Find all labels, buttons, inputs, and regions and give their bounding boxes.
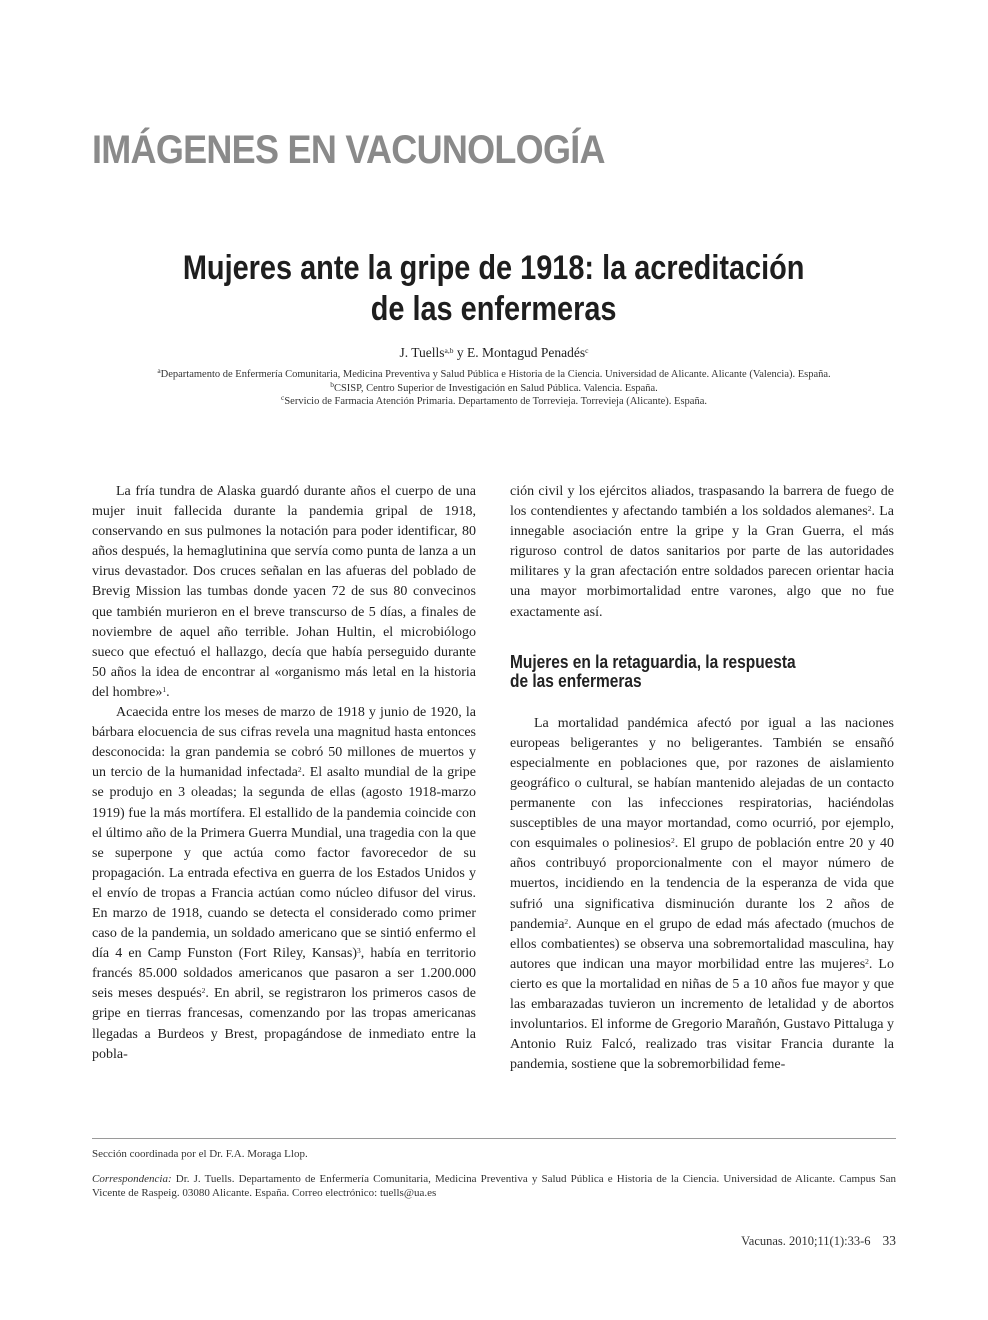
affiliation-a-text: Departamento de Enfermería Comunitaria, Medicina Preventiva y Salud Pública e Historia de la Ciencia. Universidad de Alicante. Alicante (Valencia). España. — [160, 369, 831, 380]
journal-citation: Vacunas. 2010;11(1):33-6 — [741, 1234, 871, 1248]
author-2: E. Montagud Penadés — [467, 345, 586, 360]
paragraph-1-end: . — [166, 684, 170, 700]
citation-ref: 2 — [867, 504, 872, 514]
affiliations — [92, 368, 896, 409]
paragraph-2-text-d: . En abril, se registraron los primeros casos de gripe en tierras francesas, comenzando por las tropas americanas llegadas a Burdeos y Brest, propagándose de inmediato entre la pobla — [92, 986, 476, 1062]
article-title-line-2: de las enfermeras — [371, 290, 617, 328]
article-title-line-1: Mujeres ante la gripe de 1918: la acreditación — [183, 249, 805, 287]
citation-ref: 2 — [564, 916, 569, 926]
article-title — [92, 248, 896, 330]
correspondence-note — [92, 1172, 896, 1200]
citation-ref: 2 — [865, 956, 869, 966]
authors — [92, 344, 896, 362]
paragraph-4-text-d: . Lo cierto es que la mortalidad en niñas de 5 a 10 años fue mayor y que las embarazadas tuvieron un incremento de letalidad y de abortos involuntarios. El informe de Gregorio Marañón, Gustavo Pittaluga y Antonio Ruiz Falcó, realizado tras visitar Francia durante la pandemia, sostiene que la sobremorbilidad feme — [510, 956, 894, 1073]
affiliation-b-text: CSISP, Centro Superior de Investigación en Salud Pública. Valencia. España. — [333, 382, 658, 394]
affiliation-c-text: Servicio de Farmacia Atención Primaria. Departamento de Torrevieja. Torrevieja (Alicante). España. — [284, 396, 707, 407]
coordination-note: Sección coordinada por el Dr. F.A. Moraga Llop. — [92, 1148, 308, 1160]
affiliation-c — [92, 395, 896, 409]
citation-ref: 2 — [201, 986, 206, 996]
correspondence-text: Dr. J. Tuells. Departamento de Enfermería Comunitaria, Medicina Preventiva y Salud Pública e Historia de la Ciencia. Universidad de Alicante. Campus San Vicente de Raspeig. 03080 Alicante. España. Correo electrónico: tuells@ua.es — [92, 1173, 896, 1199]
affiliation-b — [92, 379, 896, 396]
paragraph-3 — [510, 482, 894, 623]
paragraph-2-text-c: , había en territorio francés 85.000 soldados americanos que pasaron a ser 1.200.000 seis meses después — [92, 946, 476, 1002]
affiliation-c-mark: c — [281, 393, 285, 402]
citation-ref: 3 — [356, 946, 361, 956]
footnote-divider — [92, 1138, 896, 1139]
body-column-left — [92, 482, 476, 1065]
citation-ref: 1 — [162, 684, 167, 694]
paragraph-4-text-a: La mortalidad pandémica afectó por igual a las naciones europeas beligerantes y no beligerantes. También se ensañó especialmente en poblaciones que, por razones de aislamiento geográfico o cultural, se habían mantenido alejadas de un contacto permanente con las infecciones respiratorias, haciéndolas susceptibles de una mayor mortandad, como ocurrió, por ejemplo, con esquimales o polinesios — [510, 715, 894, 852]
page-footer — [741, 1233, 896, 1249]
correspondence-label: Correspondencia: — [92, 1173, 172, 1185]
section-heading-line-1: Mujeres en la retaguardia, la respuesta — [510, 651, 796, 672]
paragraph-4-text-c: . Aunque en el grupo de edad más afectado (muchos de ellos combatientes) se observa una sobremortalidad masculina, hay autores que indican una mayor morbilidad entre las mujeres — [510, 916, 894, 972]
paragraph-2-text-a: Acaecida entre los meses de marzo de 1918 y junio de 1920, la bárbara elocuencia de sus cifras revela una magnitud hasta entonces desconocida: la gran pandemia se cobró 50 millones de muertos y un tercio de la humanidad infectada — [92, 705, 476, 781]
affiliation-b-mark: b — [330, 379, 334, 389]
body-column-right — [510, 482, 894, 1075]
paragraph-4: La mortalidad pandémica afectó por igual a las naciones europeas beligerantes y no beligerantes. También se ensañó especialmente en poblaciones que, por razones de aislamiento geográfico o cultural, se habían mantenido alejadas de un contacto permanente con las infecciones respiratorias, haciéndolas susceptibles de una mayor mortandad, como ocurrió, por ejemplo, con esquimales o polinesios$^2$. El grupo de población entre 20 y 40 años contribuyó proporcionalmente con el mayor número de muertos, incidiendo en la tendencia de la esperanza de vida que sufrió una significativa disminución durante los 2 años de pandemia$^2$. Aunque en el grupo de edad más afectado (muchos de ellos combatientes) se observa una sobremortalidad masculina, hay autores que indican una mayor morbilidad entre las mujeres$^2$. Lo cierto es que la mortalidad en niñas de 5 a 10 años fue mayor y que las embarazadas tuvieron un incremento de letalidad y de abortos involuntarios. El informe de Gregorio Marañón, Gustavo Pittaluga y Antonio Ruiz Falcó, realizado tras visitar Francia durante la pandemia, sostiene que la sobremorbilidad feme- — [510, 715, 894, 1073]
affiliation-a-mark: a — [157, 366, 161, 375]
section-heading-line-2: de las enfermeras — [510, 670, 642, 691]
paragraph-2: Acaecida entre los meses de marzo de 1918 y junio de 1920, la bárbara elocuencia de sus cifras revela una magnitud hasta entonces desconocida: la gran pandemia se cobró 50 millones de muertos y un tercio de la humanidad infectada$^2$. El asalto mundial de la gripe se produjo en 3 oleadas; la segunda de ellas (agosto 1918-marzo 1919) fue la más mortífera. El estallido de la pandemia coincide con el último año de la Primera Guerra Mundial, una tragedia con la que se superpone y que actúa como factor favorecedor de su propagación. La entrada efectiva en guerra de los Estados Unidos y el envío de tropas a Francia actúan como núcleo difusor del virus. En marzo de 1918, cuando se detecta el considerado como primer caso de la pandemia, un soldado americano que se sintió enfermo el día 4 en Camp Funston (Fort Riley, Kansas)$^3$, había en territorio francés 85.000 soldados americanos que pasaron a ser 1.200.000 seis meses después$^2$. En abril, se registraron los primeros casos de gripe en tierras francesas, comenzando por las tropas americanas llegadas a Burdeos y Brest, propagándose de inmediato entre la pobla- — [92, 705, 476, 1062]
section-title: IMÁGENES EN VACUNOLOGÍA — [92, 128, 605, 172]
paragraph-1-text: La fría tundra de Alaska guardó durante años el cuerpo de una mujer inuit fallecida durante la pandemia gripal de 1918, conservando en sus pulmones la notación para poder identificar, 80 años después, la hemaglutinina que servía como punta de lanza a un virus devastador. Dos cruces señalan en las afueras del poblado de Brevig Mission las tumbas donde yacen 72 de sus 80 convecinos que también murieron en el breve transcurso de 5 días, a finales de noviembre de aquel año terrible. Johan Hultin, el microbiólogo sueco que efectuó el hallazgo, decía que había perseguido durante 50 años la idea de encontrar al «organismo más letal en la historia del hombre» — [92, 484, 476, 700]
page-number: 33 — [882, 1233, 896, 1248]
author-1-affil-mark: a,b — [444, 346, 454, 355]
paragraph-3-text-a: ción civil y los ejércitos aliados, traspasando la barrera de fuego de los contendientes y afectando también a los soldados alemanes — [510, 484, 894, 520]
author-join: y — [453, 345, 468, 360]
author-1: J. Tuells — [399, 345, 445, 360]
paragraph-1 — [92, 482, 476, 703]
citation-ref: 2 — [297, 765, 302, 775]
section-heading — [510, 653, 894, 691]
affiliation-a — [92, 368, 896, 382]
paragraph-4-text-b: . El grupo de población entre 20 y 40 años contribuyó proporcionalmente con el mayor número de muertos, incidiendo en la tendencia de la esperanza de vida que sufrió una significativa disminución durante los 2 años de pandemia — [510, 836, 894, 932]
paragraph-3-text-b: . La innegable asociación entre la gripe y la Gran Guerra, el más riguroso control de datos sanitarios por parte de las autoridades militares y la gran afectación entre soldados parecen orientar hacia una mayor morbimortalidad entre varones, algo que no fue exactamente así. — [510, 504, 894, 620]
paragraph-2-text-b: . El asalto mundial de la gripe se produjo en 3 oleadas; la segunda de ellas (agosto 1918-marzo 1919) fue la más mortífera. El estallido de la pandemia coincide con el último año de la Primera Guerra Mundial, una tragedia con la que se superpone y que actúa como factor favorecedor de su propagación. La entrada efectiva en guerra de los Estados Unidos y el envío de tropas a Francia actúan como núcleo difusor del virus. En marzo de 1918, cuando se detecta el considerado como primer caso de la pandemia, un soldado americano que se sintió enfermo el día 4 en Camp Funston (Fort Riley, Kansas) — [92, 765, 476, 962]
citation-ref: 2 — [670, 836, 675, 846]
author-2-affil-mark: c — [585, 346, 589, 355]
